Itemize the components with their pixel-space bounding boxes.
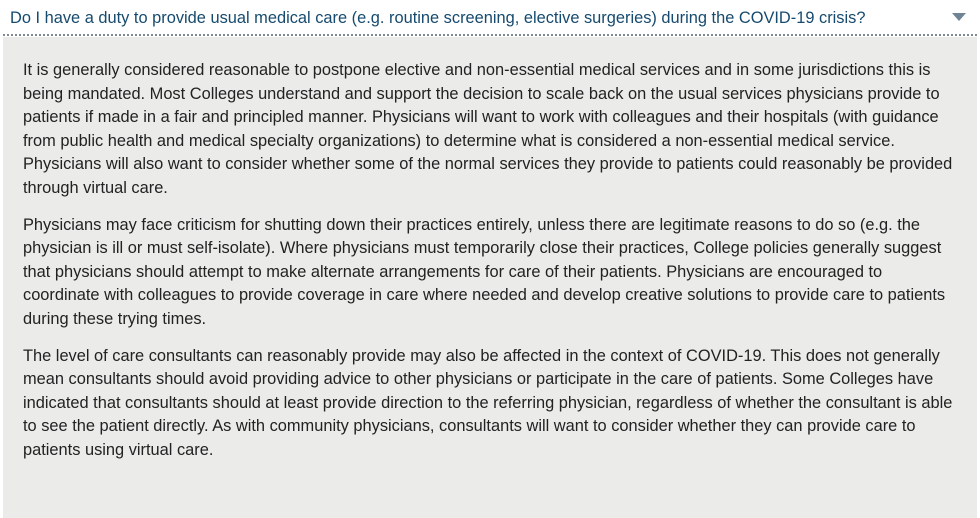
accordion-header[interactable] [0,0,980,34]
chevron-down-icon[interactable] [952,13,966,21]
answer-panel [3,37,977,518]
dotted-divider [3,34,977,36]
answer-paragraph-1: It is generally considered reasonable to postpone elective and non-essential medical services and in some jurisdictions this is being mandated. Most Colleges understand and support the decision to scale back on the usual services physicians provide to patients if made in a fair and principled manner. Physicians will want to work with colleagues and their hospitals (with guidance from public health and medical specialty organizations) to determine what is considered a non-essential medical service. Physicians will also want to consider whether some of the normal services they provide to patients could reasonably be provided through virtual care. [23,61,953,197]
question-title[interactable]: Do I have a duty to provide usual medical care (e.g. routine screening, elective surgeries) during the COVID-19 crisis? [10,9,866,27]
answer-paragraph-2: Physicians may face criticism for shutting down their practices entirely, unless there are legitimate reasons to do so (e.g. the physician is ill or must self-isolate). Where physicians must temporarily close their practices, College policies generally suggest that physicians should attempt to make alternate arrangements for care of their patients. Physicians are encouraged to coordinate with colleagues to provide coverage in care where needed and develop creative solutions to provide care to patients during these trying times. [23,215,946,328]
answer-paragraph-3: The level of care consultants can reasonably provide may also be affected in the context of COVID-19. This does not generally mean consultants should avoid providing advice to other physicians or participate in the care of patients. Some Colleges have indicated that consultants should at least provide direction to the referring physician, regardless of whether the consultant is able to see the patient directly. As with community physicians, consultants will want to consider whether they can provide care to patients using virtual care. [23,346,953,459]
